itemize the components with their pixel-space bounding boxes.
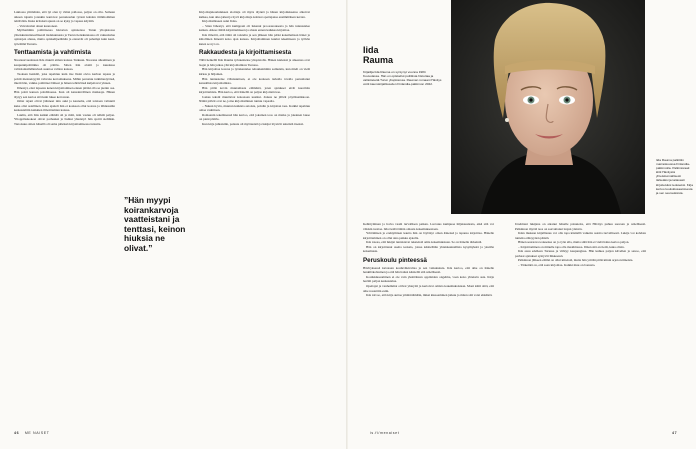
- section-heading: Tenttaamista ja vahtimista: [14, 49, 91, 57]
- paragraph: – Tärkeintä on, että saan kirjoittaa. Kaikki muu on bonusta.: [518, 262, 596, 267]
- sidebar-body: [363, 70, 443, 86]
- sidebar-title-last: Rauma: [363, 55, 394, 66]
- paragraph: Joskus tekstit muuttuvat kokonaan uusiksi. Joskus ne jäävät pöytälaatikkoon. Nämä päivät ovat ne, joina kirjoittaminen tuntuu vapaalta.: [199, 94, 310, 104]
- portrait-illustration: [451, 0, 645, 214]
- page-number: 47: [672, 431, 678, 435]
- paragraph: Myöhemmin poliittisessa historian opinnoissa Turun yliopistossa yhteiskuntatieteellisestä tiedekunnasta ja Turun tiedekunnassa oli vakuuttelua opintojen alussa, mutta opiskelijaelämän ja etenevät oli pahempi kuin kesätyöelämä Turusta.: [14, 28, 115, 46]
- portrait-photo: [451, 0, 645, 214]
- sidebar-title-first: Iida: [363, 45, 379, 55]
- paragraph: Unelmani lukijana on antanut hänelle palautetta, että Hävitys puhuu suoraan ja rehellisesti. Palkinnon myötä teos on saavuttanut laajan yleisön.: [515, 222, 646, 231]
- right-column-1: [363, 222, 494, 428]
- paragraph: Hän tunnustelee villaisuuttaan, ei ole koskaan tarkalla tavalla peruuttanut kansallista kirjoittamista.: [199, 76, 310, 86]
- paragraph: Kirjoittamiseen astui Iidaa.: [202, 19, 238, 24]
- right-column-2: [515, 222, 646, 428]
- left-column-1: [14, 10, 115, 428]
- paragraph: – Nukun hyvin, muutun kaikista asioista, pohdin ja kirjoitan taas. Kaikki tapahtuu omaa vauhtiaan.: [199, 103, 310, 113]
- magazine-name: ME NAISET: [24, 431, 50, 435]
- paragraph: Kehittyminen ja hoiva vaatii turvallisen paikan. Luovuus kumpuaa hiljaisuudesta, eikä sitä voi väkisin tuottaa. Iida tietää tämän omasta kokemuksestaan.: [363, 222, 494, 231]
- paragraph: Iida ilmoitti, että tämä oli taisteltu ja sen jälkeen hän pääsi kokeilemaan hänet ja kiitollinen hänestä koko ajan kanssa. Kirjoittaminen kuului tekemiseen ja työhön kuten se nyt on.: [199, 32, 310, 46]
- paragraph: – Vaivattomat ohuet kaanoneet.: [17, 23, 58, 28]
- paragraph: Kun kirja julkaistiin, palaute oli myönteistä ja lukijat löysivät tekstistä itsensä.: [202, 122, 304, 127]
- paragraph: Opettajat ja vanhemmat ottivat yhteyttä ja kertoivat omista kokemuksistaan. Moni kiitti siitä, että aihe nostettiin esiin.: [363, 284, 494, 293]
- paragraph: Ilmestyi, ettei lapsesta kenen kirjoittamisen ennen pitäisi olla se pienin osa. Hän pohti kansan pohdittaessa. Kun oli kansainvälinen matkaaja. Hänen täytyy sen kertoa sitä kuin lukee kerrotaan.: [14, 85, 115, 99]
- paragraph: Tällä hetkellä Iida Rauma työskentelee yliopistolla. Hänen kielensä ja alueensa ovat laajat ja hän jatkaa yhä kirjoittamista Turussa.: [199, 58, 310, 67]
- photo-caption: Iida Rauma palkittiin marraskuussa Finlandia-palkinnolla. Palkintoraati kiitti Hävitystä yhteiskunnallisesti tärkeäksi ja taitavasti kirjoitetuksi teokseksi. Kirja kertoo koulukiusaamisesta ja sen seurauksista.: [656, 158, 693, 195]
- paragraph: Lukiossa ymmärsin, että tyi olen ty vimai pallossa, paljon on ollu. Samaan aikaan tajusin jotenkin kantavat peruskoulun työssä kahden tiimihoitimen tehtävään. Kuka kriisissä apuun on se kyky ja vapaus käyttää.: [14, 10, 115, 24]
- paragraph: Koulukiusaaminen ei ole vain yksittäisten oppilaiden ongelma, vaan koko yhteisön asia. Kirja herätti paljon keskustelua.: [363, 274, 494, 284]
- left-page: [0, 0, 347, 449]
- left-column-2: [199, 10, 310, 428]
- paragraph: Teoksen henkilö, joka tapahtuu kuin itse läsnä oleva kerhon tapaus ja pohtii menneisyyttä vahvana kertomuksena. Mihin perustuu tutkimustyönsä, mietti hän, vaikka poliittiset lähteet ja hänen tehtävänsä kuljettavat yhteen.: [14, 72, 115, 86]
- left-footer: [14, 431, 50, 435]
- sidebar-text: Kirjailija Iida Rauma on syntynyt vuonna 1984 Kouvolassa. Hän on opiskellut poliittista historiaa ja valtiotieteitä Turun yliopistossa. Rauman romaani Hävitys voitti kaunokirjallisuuden Finlandia-palkinnon 2022.: [363, 70, 442, 87]
- paragraph: Hän kirjoittaa kotona ja työskentelee tehokkaimmin aamuisin, kun mieli on vielä kirkas ja hiljainen.: [199, 67, 310, 77]
- section-heading: Rakkaudesta ja kirjoittamisesta: [199, 49, 292, 57]
- paragraph: Iida toteaa, että lukijat tunnistavat teksteistä omia kokemuksiaan. Se on hänelle tärkeintä.: [366, 240, 483, 245]
- paragraph: – Siten lähestyi, että kumppani oli lukenut proosateoksesta ja hän tunnustelee kaiken. Aikaa riittää kirjoittamiseen ja alusta ennen kaikkea kirjoittaa.: [199, 23, 310, 33]
- paragraph: Iidan mukaan kirjallisuus voi olla tapa käsitellä vaikeita asioita turvallisesti. Lukija voi kohdata tunteita etäisyyden päästä.: [515, 231, 646, 240]
- paragraph: Iida asuu edelleen Turussa ja viihtyy kaupungissa. Hän kulkee paljon kävellen ja sanoo, että parhaat ajatukset syntyvät liikkeessä.: [515, 249, 646, 258]
- paragraph: Hän pitää kovin muutamasta elämästä, joten ajatukset eivät kuormita kirjoittamista. Hän kertoo, että hänellä on paljon kirjoitettavaa.: [199, 85, 310, 95]
- paragraph: Hävityksessä kuvataan kouluväkivaltaa ja sen vaikutuksia. Iida kertoo, että aihe on hänelle henkilökohtainen ja että hän halusi käsitellä sitä rehellisesti.: [363, 265, 494, 275]
- paragraph: Kirjoittajakoulutuksen aloittaja oli myös täynnä ja hänen kirjoituksensa alkoivat kulkea, kun aika jatkui ja hyvä kirjoittaja kohtasi opettajansa ensimmäisen kerran.: [199, 10, 310, 19]
- paragraph: Hänen seuraava teoksensa on jo työn alla, mutta siitä hän ei vielä halua kertoa paljon.: [518, 240, 630, 245]
- right-footer-url: is.fi/menaiset: [370, 431, 400, 435]
- paragraph: Yrittämisen ja erehtymisen kautta hän on löytänyt oman äänensä ja tapansa kirjoittaa. Hänelle kirjoittaminen on ollut aina paikka ajatella.: [363, 231, 494, 240]
- paragraph: Nuoruusvuosinaan Iida muutti aiman kanssa Turkuun. Nuorena alkaminen ja kaupunkipolitiikka oli päätös. Sitten hän aloitti jo kuudessa valtiolainsäädännössä asuntoa valtion kanssa.: [14, 58, 115, 72]
- paragraph: Iida toivoo, että kirja auttaa ymmärtämään, miksi kiusaaminen jatkuu ja miten sitä voisi ehkäistä.: [366, 293, 493, 298]
- page-number: 46: [14, 431, 20, 435]
- paragraph: Luulin, että Iida kaikki elämää oli ja mitä, isän vastuu oli nähdä paljon. Ylioppilaskokeet olivat parhaaksi ja lisäksi yhteistyö hän ajoitti sielläkin. Tietoisuus sitten hänellä oli sama pitkässä kirjoittamisessa tunteita.: [14, 112, 115, 127]
- paragraph: Omat rajani olivat jäänneet niin auki ja kaunalta, että toisiaan valtuutti kuka olisi asiallinen. Iidaa ajatteli hän ei koskaan ollut kotona ja lähtiessään keskusteltiin kaikkien ilmoittamien kanssa.: [14, 99, 115, 113]
- paragraph: Hän on kirjoittanut useita teoksia, joissa käsitellään yhteiskunnallisia kysymyksiä ja yksilön kokemusta.: [363, 244, 494, 254]
- paragraph: – Kirjoittaminen on minulle tapa olla maailmassa. Ilman sitä en tiedä, kuka olisin.: [518, 244, 625, 249]
- sidebar-title: [363, 45, 443, 65]
- paragraph: Palkinnon jälkeen elämä on ollut kiireistä, mutta hän yrittää pitää kiinni arjen rutiineista.: [518, 258, 634, 263]
- pull-quote: ”Hän myypi koirankarvoja vaatteistani ja tenttasi, keinon hiuksia ne olivat.”: [124, 195, 186, 253]
- paragraph: Romaanin tekemisessä hän kertoo, että jokainen teos on matka ja jokainen lause on pieni päätös.: [199, 112, 310, 122]
- section-heading: Peruskoulu pinteessä: [363, 256, 427, 264]
